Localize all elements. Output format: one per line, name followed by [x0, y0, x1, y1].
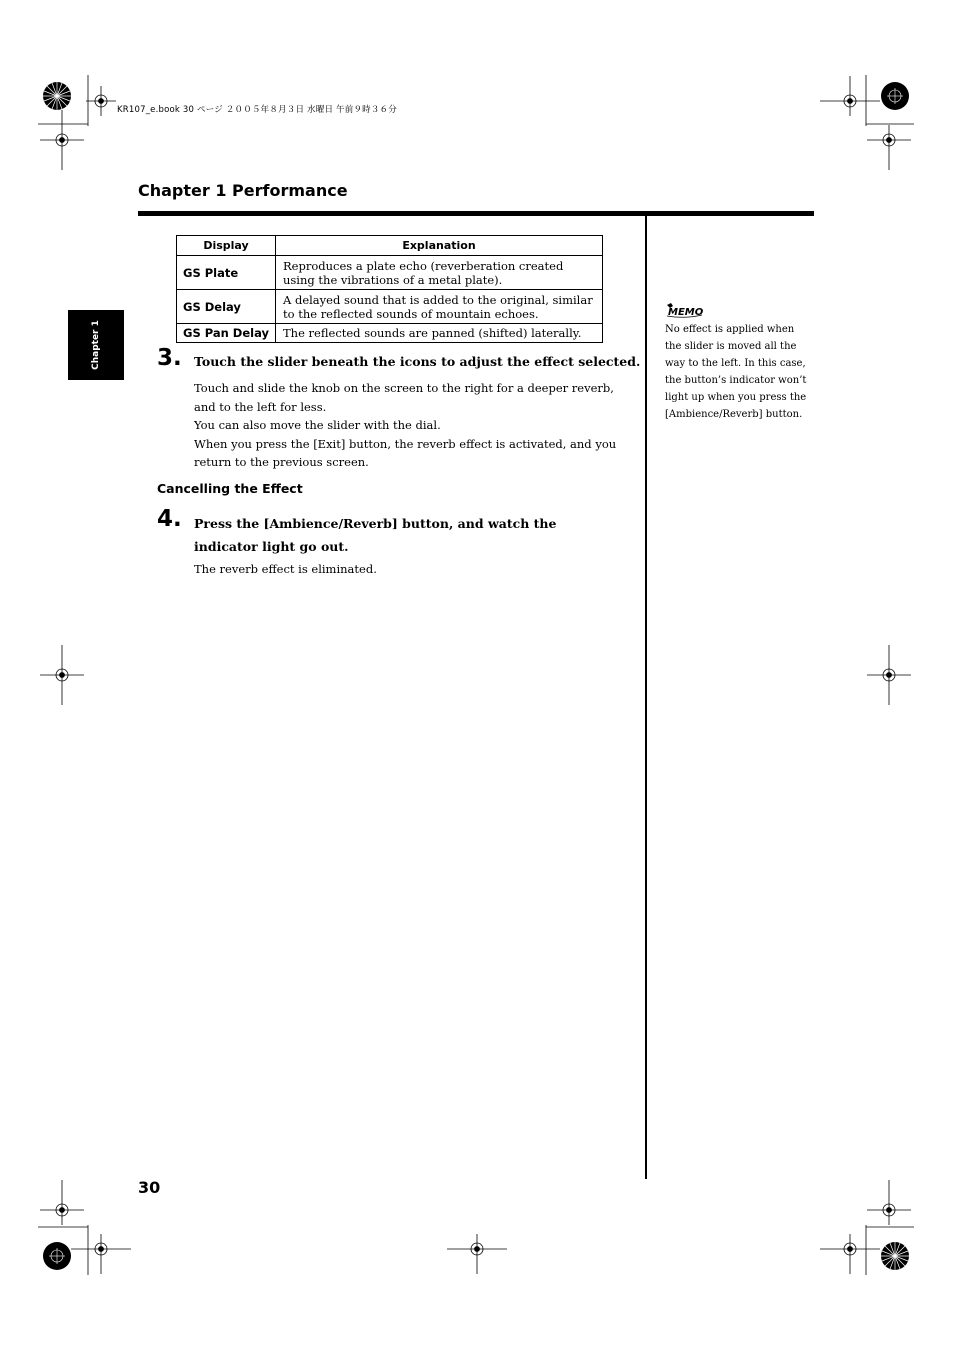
- step-3-paragraph: When you press the [Exit] button, the reverb effect is activated, and you return to the previous screen.: [194, 436, 617, 469]
- step-3-number: 3.: [157, 345, 182, 371]
- step-3-paragraph: Touch and slide the knob on the screen to the right for a deeper reverb, and to the left for less.: [194, 381, 614, 414]
- step-4-paragraph: The reverb effect is eliminated.: [194, 562, 377, 576]
- reverb-types-table: [176, 235, 603, 343]
- table-row: [177, 256, 603, 290]
- table-cell-explanation: Reproduces a plate echo (reverberation created using the vibrations of a metal plate).: [276, 256, 603, 290]
- section-subheading: Cancelling the Effect: [157, 481, 303, 496]
- table-row: [177, 324, 603, 343]
- step-4-number: 4.: [157, 506, 182, 532]
- chapter-side-tab: [68, 310, 124, 380]
- step-3-paragraph: You can also move the slider with the dial.: [194, 418, 441, 432]
- chapter-heading: Chapter 1 Performance: [138, 181, 348, 200]
- table-cell-explanation: The reflected sounds are panned (shifted) laterally.: [276, 324, 603, 343]
- step-3-title: Touch the slider beneath the icons to adjust the effect selected.: [194, 354, 641, 369]
- memo-text: No effect is applied when the slider is moved all the way to the left. In this case, the button’s indicator won’t light up when you press the [Ambience/Reverb] button.: [665, 324, 807, 420]
- column-divider: [645, 216, 647, 1179]
- table-header-explanation: Explanation: [276, 236, 603, 256]
- step-4-title: Press the [Ambience/Reverb] button, and watch the indicator light go out.: [194, 516, 557, 554]
- table-cell-display: GS Plate: [177, 256, 276, 290]
- table-cell-display: GS Delay: [177, 290, 276, 324]
- table-row: [177, 290, 603, 324]
- step-3-body: [194, 379, 634, 472]
- heading-rule: [138, 211, 814, 216]
- memo-icon: [665, 302, 705, 322]
- print-header: KR107_e.book 30 ページ ２００５年８月３日 水曜日 午前９時３６分: [117, 105, 397, 115]
- chapter-side-tab-label: Chapter 1: [91, 320, 101, 370]
- table-cell-explanation: A delayed sound that is added to the original, similar to the reflected sounds of mountain echoes.: [276, 290, 603, 324]
- page-number: 30: [138, 1178, 161, 1197]
- table-header-display: Display: [177, 236, 276, 256]
- table-cell-display: GS Pan Delay: [177, 324, 276, 343]
- memo-label: MEMO: [668, 307, 704, 318]
